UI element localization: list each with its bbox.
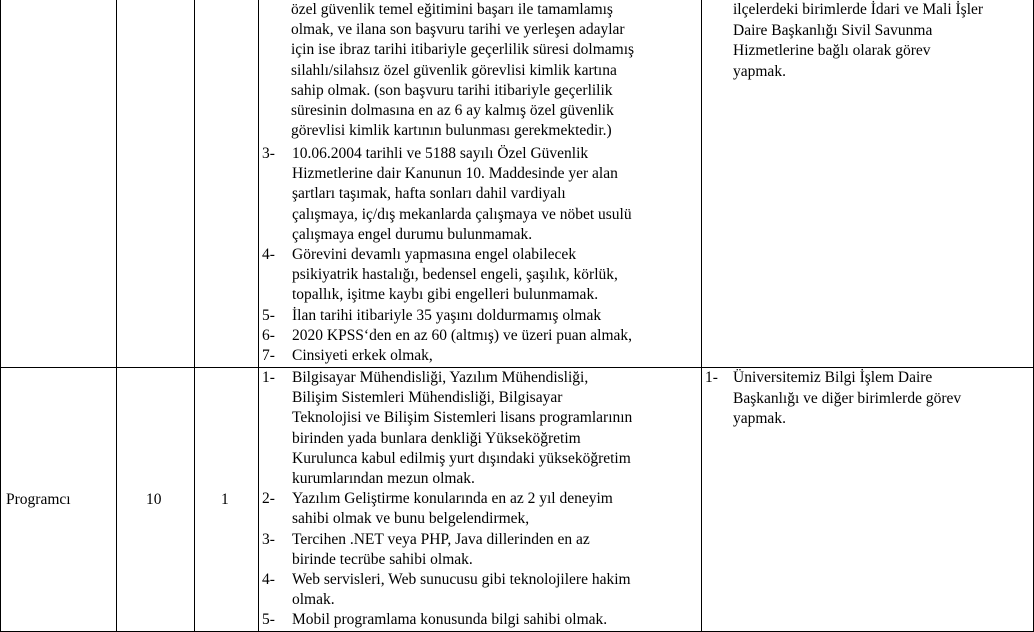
table-border-col4	[701, 0, 702, 632]
text-line: silahlı/silahsız özel güvenlik görevlisi kimlik kartına	[291, 61, 617, 79]
table-border-col3	[258, 0, 259, 632]
text-line: Başkanlığı ve diğer birimlerde görev	[733, 389, 962, 407]
text-line: Teknolojisi ve Bilişim Sistemleri lisans programlarının	[292, 409, 633, 427]
text-line: Mobil programlama konusunda bilgi sahibi olmak.	[292, 611, 608, 629]
text-line: olmak.	[292, 591, 335, 609]
row2-duties-list	[705, 368, 961, 430]
text-line: Kurulunca kabul edilmiş yurt dışındaki yükseköğretim	[292, 449, 631, 467]
text-line: çalışmaya, iç/dış mekanlarda çalışmaya ve nöbet usulü	[292, 205, 632, 223]
row1-requirements-list	[262, 144, 632, 366]
list-item	[262, 368, 632, 489]
list-item	[262, 326, 632, 346]
text-line: yapmak.	[733, 410, 786, 427]
position-score: 10	[146, 491, 162, 508]
item-number: 1-	[705, 369, 718, 386]
table-border-left	[0, 0, 1, 632]
list-item	[262, 245, 632, 306]
text-line: birinden yada bunlara denkliği Yükseköğretim	[292, 429, 581, 447]
text-line: psikiyatrik hastalığı, bedensel engeli, şaşılık, körlük,	[292, 266, 618, 284]
position-title: Programcı	[6, 491, 71, 508]
item-number: 7-	[262, 347, 275, 365]
table-border-col1	[116, 0, 117, 632]
text-line: Üniversitemiz Bilgi İşlem Daire	[733, 369, 933, 386]
text-line: Yazılım Geliştirme konularında en az 2 yıl deneyim	[292, 490, 613, 508]
list-item	[262, 306, 632, 326]
text-line: için ise ibraz tarihi itibariyle geçerlilik süresi dolmamış	[291, 41, 635, 59]
text-line: Görevini devamlı yapmasına engel olabilecek	[292, 246, 577, 264]
text-line: süresinin dolmasına en az 6 ay kalmış özel güvenlik	[291, 102, 614, 120]
row1-duties-continuation	[733, 0, 983, 82]
item-number: 3-	[262, 530, 275, 548]
text-line: Bilgisayar Mühendisliği, Yazılım Mühendisliği,	[292, 369, 589, 386]
text-line: birinde tecrübe sahibi olmak.	[292, 550, 473, 568]
text-line: özel güvenlik temel eğitimini başarı ile tamamlamış	[291, 1, 613, 18]
text-line: kurumlarından mezun olmak.	[292, 470, 475, 488]
text-line: Hizmetlerine dair Kanunun 10. Maddesinde yer alan	[292, 165, 618, 183]
list-item	[262, 570, 632, 610]
item-number: 5-	[262, 306, 275, 324]
list-item	[262, 610, 632, 630]
text-line: ilçelerdeki birimlerde İdari ve Mali İşler	[733, 1, 984, 18]
text-line: çalışmaya engel durumu bulunmamak.	[292, 225, 533, 243]
list-item	[262, 346, 632, 366]
row1-requirements-continuation	[291, 0, 634, 141]
item-number: 3-	[262, 145, 275, 162]
text-line: Hizmetlerine bağlı olarak görev	[733, 42, 931, 59]
row2-requirements-list	[262, 368, 632, 631]
text-line: yapmak.	[733, 62, 786, 80]
text-line: olmak, ve ilana son başvuru tarihi ve yerleşen adaylar	[291, 21, 625, 39]
text-line: 2020 KPSS‘den en az 60 (altmış) ve üzeri puan almak,	[292, 326, 633, 344]
item-number: 4-	[262, 571, 275, 589]
text-line: sahip olmak. (son başvuru tarihi itibariyle geçerlilik	[291, 81, 613, 99]
text-line: şartları taşımak, hafta sonları dahil vardiyalı	[292, 185, 566, 203]
text-line: Web servisleri, Web sunucusu gibi teknolojilere hakim	[292, 571, 631, 589]
text-line: Cinsiyeti erkek olmak,	[292, 347, 433, 365]
item-number: 5-	[262, 611, 275, 629]
text-line: 10.06.2004 tarihli ve 5188 sayılı Özel Güvenlik	[292, 145, 589, 162]
text-line: İlan tarihi itibariyle 35 yaşını doldurmamış olmak	[292, 306, 602, 324]
list-item	[262, 144, 632, 245]
text-line: Tercihen .NET veya PHP, Java dillerinden en az	[292, 530, 590, 548]
list-item	[705, 368, 961, 430]
item-number: 6-	[262, 326, 275, 344]
item-number: 4-	[262, 246, 275, 264]
item-number: 1-	[262, 369, 275, 386]
position-count: 1	[221, 491, 229, 508]
text-line: topallık, işitme kaybı gibi engelleri bulunmamak.	[292, 286, 599, 304]
item-number: 2-	[262, 490, 275, 508]
list-item	[262, 530, 632, 570]
text-line: Daire Başkanlığı Sivil Savunma	[733, 21, 933, 39]
text-line: görevlisi kimlik kartının bulunması gerekmektedir.)	[291, 122, 612, 140]
text-line: Bilişim Sistemleri Mühendisliği, Bilgisayar	[292, 389, 563, 407]
table-border-col2	[194, 0, 195, 632]
text-line: sahibi olmak ve bunu belgelendirmek,	[292, 510, 530, 528]
list-item	[262, 489, 632, 529]
